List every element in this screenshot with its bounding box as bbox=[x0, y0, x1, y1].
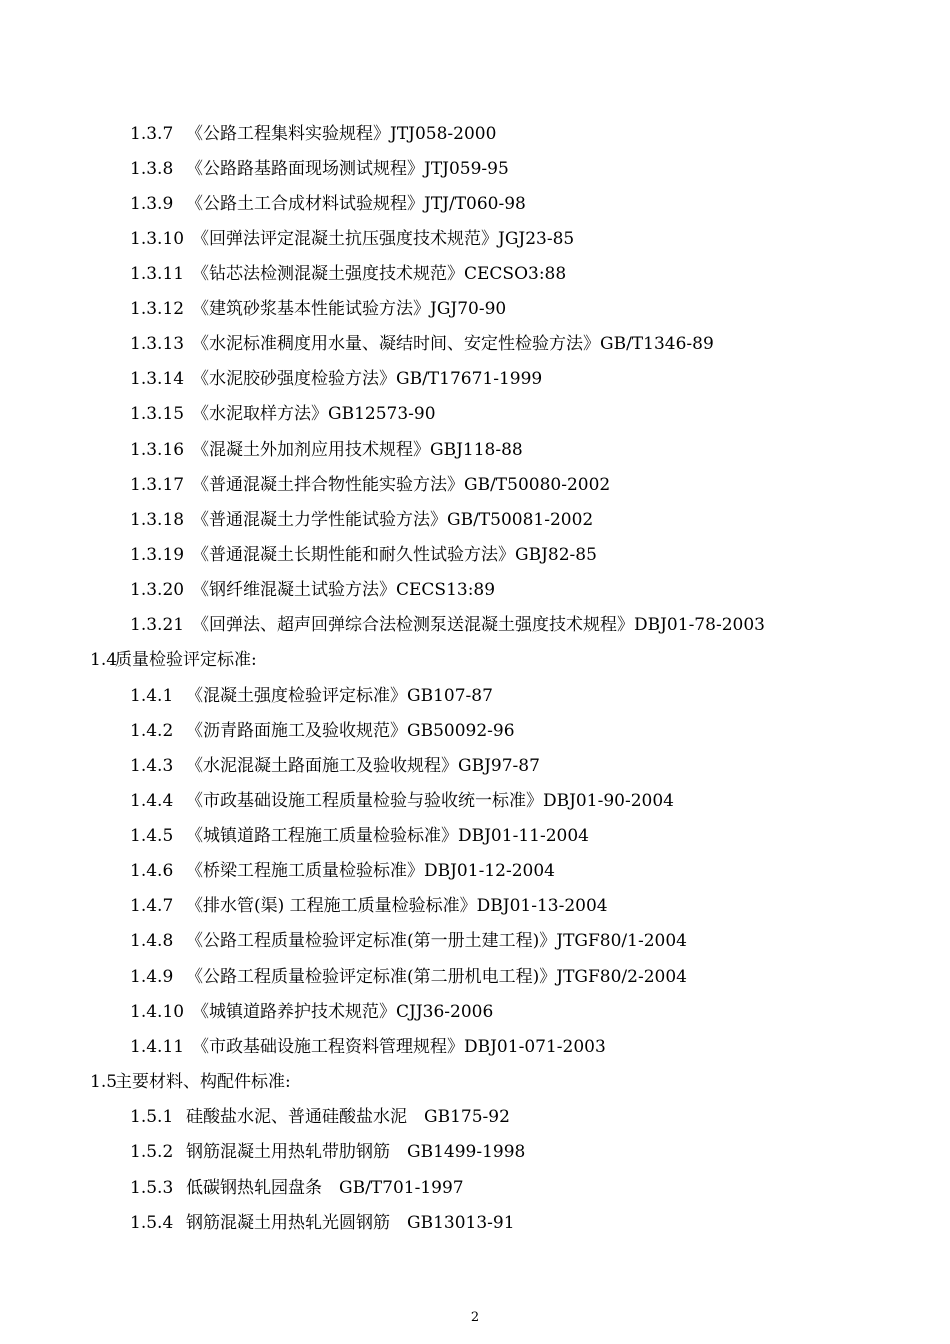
item-text: 《城镇道路工程施工质量检验标准》DBJ01-11-2004 bbox=[186, 826, 589, 846]
item-number: 1.3.7 bbox=[130, 124, 174, 144]
item-text: 《公路工程质量检验评定标准(第一册土建工程)》JTGF80/1-2004 bbox=[186, 931, 687, 951]
item-text: 《市政基础设施工程资料管理规程》DBJ01-071-2003 bbox=[192, 1037, 606, 1057]
list-item bbox=[130, 716, 515, 746]
item-number: 1.5.2 bbox=[130, 1142, 174, 1162]
list-item bbox=[130, 1102, 510, 1132]
item-text: 《公路工程集料实验规程》JTJ058-2000 bbox=[186, 124, 497, 144]
item-text: 钢筋混凝土用热轧光圆钢筋 GB13013-91 bbox=[186, 1213, 515, 1233]
item-text: 《钻芯法检测混凝土强度技术规范》CECSO3:88 bbox=[192, 264, 567, 284]
list-item bbox=[130, 821, 589, 851]
item-text: 《桥梁工程施工质量检验标准》DBJ01-12-2004 bbox=[186, 861, 555, 881]
item-number: 1.3.18 bbox=[130, 510, 185, 530]
item-number: 1.3.20 bbox=[130, 580, 185, 600]
item-number: 1.4.6 bbox=[130, 861, 174, 881]
list-item bbox=[130, 329, 714, 359]
page-number: 2 bbox=[470, 1310, 480, 1325]
item-number: 1.3.14 bbox=[130, 369, 185, 389]
item-number: 1.4.3 bbox=[130, 756, 174, 776]
item-number: 1.3.8 bbox=[130, 159, 174, 179]
item-text: 《公路土工合成材料试验规程》JTJ/T060-98 bbox=[186, 194, 526, 214]
item-number: 1.3.19 bbox=[130, 545, 185, 565]
section-heading bbox=[90, 1067, 291, 1097]
item-number: 1.4.4 bbox=[130, 791, 174, 811]
list-item bbox=[130, 997, 493, 1027]
list-item bbox=[130, 610, 765, 640]
item-text: 《市政基础设施工程质量检验与验收统一标准》DBJ01-90-2004 bbox=[186, 791, 674, 811]
list-item bbox=[130, 856, 555, 886]
item-number: 1.3.10 bbox=[130, 229, 185, 249]
item-text: 《水泥取样方法》GB12573-90 bbox=[192, 404, 436, 424]
item-text: 《回弹法、超声回弹综合法检测泵送混凝土强度技术规程》DBJ01-78-2003 bbox=[192, 615, 765, 635]
item-text: 《普通混凝土拌合物性能实验方法》GB/T50080-2002 bbox=[192, 475, 611, 495]
item-text: 《公路工程质量检验评定标准(第二册机电工程)》JTGF80/2-2004 bbox=[186, 967, 687, 987]
item-text: 《排水管(渠) 工程施工质量检验标准》DBJ01-13-2004 bbox=[186, 896, 608, 916]
item-text: 《普通混凝土长期性能和耐久性试验方法》GBJ82-85 bbox=[192, 545, 597, 565]
item-number: 1.4.5 bbox=[130, 826, 174, 846]
list-item bbox=[130, 224, 574, 254]
item-number: 1.3.11 bbox=[130, 264, 185, 284]
list-item bbox=[130, 540, 597, 570]
item-text: 《混凝土强度检验评定标准》GB107-87 bbox=[186, 686, 493, 706]
section-heading bbox=[90, 645, 257, 675]
list-item bbox=[130, 435, 523, 465]
list-item bbox=[130, 926, 687, 956]
list-item bbox=[130, 751, 540, 781]
item-number: 1.4.11 bbox=[130, 1037, 185, 1057]
list-item bbox=[130, 399, 436, 429]
list-item bbox=[130, 891, 608, 921]
list-item bbox=[130, 1137, 525, 1167]
item-number: 1.4.1 bbox=[130, 686, 174, 706]
item-text: 《建筑砂浆基本性能试验方法》JGJ70-90 bbox=[192, 299, 507, 319]
item-number: 1.4.7 bbox=[130, 896, 174, 916]
list-item bbox=[130, 786, 674, 816]
section-title: 质量检验评定标准: bbox=[115, 650, 257, 670]
list-item bbox=[130, 470, 610, 500]
list-item bbox=[130, 1208, 515, 1238]
list-item bbox=[130, 154, 509, 184]
list-item bbox=[130, 364, 542, 394]
item-number: 1.3.21 bbox=[130, 615, 185, 635]
item-number: 1.3.9 bbox=[130, 194, 174, 214]
list-item bbox=[130, 962, 687, 992]
item-text: 《普通混凝土力学性能试验方法》GB/T50081-2002 bbox=[192, 510, 594, 530]
list-item bbox=[130, 681, 493, 711]
item-text: 《城镇道路养护技术规范》CJJ36-2006 bbox=[192, 1002, 494, 1022]
list-item bbox=[130, 294, 506, 324]
item-text: 《水泥标准稠度用水量、凝结时间、安定性检验方法》GB/T1346-89 bbox=[192, 334, 714, 354]
item-text: 《公路路基路面现场测试规程》JTJ059-95 bbox=[186, 159, 509, 179]
item-text: 硅酸盐水泥、普通硅酸盐水泥 GB175-92 bbox=[186, 1107, 510, 1127]
item-text: 《钢纤维混凝土试验方法》CECS13:89 bbox=[192, 580, 496, 600]
item-text: 《水泥胶砂强度检验方法》GB/T17671-1999 bbox=[192, 369, 543, 389]
item-number: 1.4.10 bbox=[130, 1002, 185, 1022]
section-number: 1.5 bbox=[90, 1072, 118, 1092]
item-number: 1.5.1 bbox=[130, 1107, 174, 1127]
list-item bbox=[130, 1032, 606, 1062]
item-number: 1.4.2 bbox=[130, 721, 174, 741]
item-text: 低碳钢热轧园盘条 GB/T701-1997 bbox=[186, 1178, 464, 1198]
item-number: 1.3.12 bbox=[130, 299, 185, 319]
list-item bbox=[130, 1173, 464, 1203]
list-item bbox=[130, 575, 495, 605]
list-item bbox=[130, 119, 496, 149]
section-number: 1.4 bbox=[90, 650, 118, 670]
item-text: 《沥青路面施工及验收规范》GB50092-96 bbox=[186, 721, 515, 741]
item-number: 1.3.17 bbox=[130, 475, 185, 495]
item-number: 1.5.4 bbox=[130, 1213, 174, 1233]
item-text: 《水泥混凝土路面施工及验收规程》GBJ97-87 bbox=[186, 756, 540, 776]
item-number: 1.3.15 bbox=[130, 404, 185, 424]
item-text: 《混凝土外加剂应用技术规程》GBJ118-88 bbox=[192, 440, 523, 460]
list-item bbox=[130, 189, 526, 219]
list-item bbox=[130, 259, 566, 289]
item-number: 1.3.13 bbox=[130, 334, 185, 354]
item-number: 1.4.8 bbox=[130, 931, 174, 951]
item-text: 《回弹法评定混凝土抗压强度技术规范》JGJ23-85 bbox=[192, 229, 575, 249]
section-title: 主要材料、构配件标准: bbox=[115, 1072, 291, 1092]
item-number: 1.3.16 bbox=[130, 440, 185, 460]
item-text: 钢筋混凝土用热轧带肋钢筋 GB1499-1998 bbox=[186, 1142, 526, 1162]
item-number: 1.5.3 bbox=[130, 1178, 174, 1198]
item-number: 1.4.9 bbox=[130, 967, 174, 987]
list-item bbox=[130, 505, 593, 535]
